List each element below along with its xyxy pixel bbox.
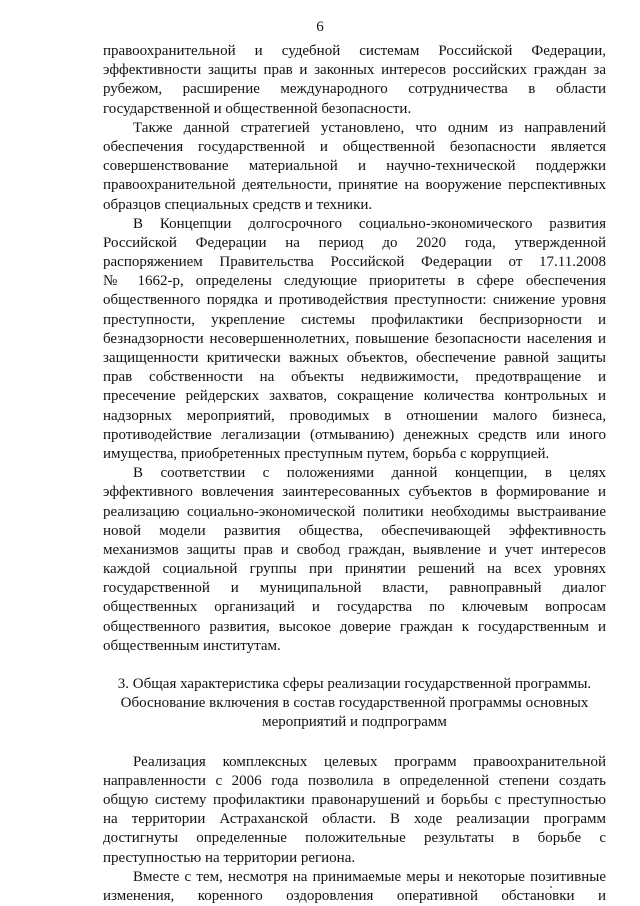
text-line: рубежом, расширение международного сотрудничества в области bbox=[103, 81, 606, 98]
text-line: В соответствии с положениями данной концепции, в целях bbox=[133, 465, 606, 482]
text-line: реализацию социально-экономической политики необходимы выстраивание bbox=[103, 503, 606, 520]
text-line: пресечение рейдерских захватов, сокращение количества контрольных и bbox=[103, 388, 606, 405]
text-line: эффективного вовлечения заинтересованных субъектов в формирование и bbox=[103, 484, 606, 501]
paragraphs-after-heading bbox=[103, 753, 606, 906]
text-line: государственной и муниципальной власти, равноправный диалог bbox=[103, 580, 606, 597]
text-line: преступности, укрепление системы профилактики беспризорности и bbox=[103, 311, 606, 328]
text-line: надзорных мероприятий, проводимых в отношении малого бизнеса, bbox=[103, 407, 606, 424]
paragraph bbox=[103, 215, 606, 464]
text-line: защищенности критически важных объектов, обеспечение равной защиты bbox=[103, 350, 606, 366]
text-line: правоохранительной деятельности, принятие на вооружение перспективных bbox=[103, 177, 606, 194]
paragraph bbox=[103, 119, 606, 215]
paragraphs-before-heading bbox=[103, 42, 606, 656]
text-line: общественного развития, высокое доверие граждан к государственным и bbox=[103, 618, 606, 635]
scan-speck bbox=[550, 886, 552, 888]
text-line: образцов специальных средств и техники. bbox=[103, 196, 373, 213]
text-line: на территории Астраханской области. В ходе реализации программ bbox=[103, 811, 606, 828]
text-line: правоохранительной и судебной системам Российской Федерации, bbox=[103, 43, 606, 59]
text-line: направленности с 2006 года позволила в определенной степени создать bbox=[103, 772, 606, 789]
paragraph bbox=[103, 868, 606, 906]
document-body bbox=[103, 42, 606, 906]
text-line: совершенствование материальной и научно-технической поддержки bbox=[103, 158, 606, 175]
text-line: новой модели развития общества, обеспечивающей эффективность bbox=[103, 522, 606, 539]
heading-line: мероприятий и подпрограмм bbox=[262, 714, 447, 731]
text-line: Также данной стратегией установлено, что одним из направлений bbox=[133, 119, 606, 136]
paragraph bbox=[103, 42, 606, 119]
text-line: прав собственности на объекты недвижимости, предотвращение и bbox=[103, 369, 606, 386]
text-line: общую систему профилактики правонарушений и борьбы с преступностью bbox=[103, 791, 606, 808]
text-line: противодействие легализации (отмыванию) денежных средств или иного bbox=[103, 426, 606, 443]
text-line: изменения, коренного оздоровления оперативной обстановки и bbox=[103, 887, 606, 904]
text-line: эффективности защиты прав и законных интересов российских граждан за bbox=[103, 62, 606, 79]
text-line: государственной и общественной безопасности. bbox=[103, 100, 412, 117]
section-heading bbox=[103, 675, 606, 733]
text-line: Реализация комплексных целевых программ правоохранительной bbox=[133, 753, 606, 770]
text-line: В Концепции долгосрочного социально-экономического развития bbox=[133, 215, 606, 232]
paragraph bbox=[103, 464, 606, 656]
text-line: Российской Федерации на период до 2020 года, утвержденной bbox=[103, 234, 606, 251]
text-line: каждой социальной группы при принятии решений на всех уровнях bbox=[103, 561, 606, 578]
text-line: общественного порядка и противодействия преступности: снижение уровня bbox=[103, 292, 606, 309]
heading-line: 3. Общая характеристика сферы реализации государственной программы. bbox=[117, 676, 592, 692]
text-line: безнадзорности несовершеннолетних, повышение безопасности населения и bbox=[103, 330, 606, 347]
text-line: общественных организаций и государства по ключевым вопросам bbox=[103, 599, 606, 616]
text-line: обеспечения государственной и общественной безопасности является bbox=[103, 138, 606, 155]
text-line: достигнуты определенные положительные результаты в борьбе с bbox=[103, 830, 606, 847]
text-line: распоряжением Правительства Российской Федерации от 17.11.2008 bbox=[103, 254, 606, 271]
text-line: общественным институтам. bbox=[103, 637, 281, 654]
text-line: № 1662-р, определены следующие приоритеты в сфере обеспечения bbox=[103, 273, 606, 290]
text-line: преступностью на территории региона. bbox=[103, 849, 356, 866]
text-line: Вместе с тем, несмотря на принимаемые меры и некоторые позитивные bbox=[133, 868, 606, 885]
page-number: 6 bbox=[316, 19, 324, 35]
text-line: механизмов защиты прав и свобод граждан, выявление и учет интересов bbox=[103, 541, 606, 558]
text-line: имущества, приобретенных преступным путем, борьба с коррупцией. bbox=[103, 445, 550, 462]
heading-line: Обоснование включения в состав государственной программы основных bbox=[120, 695, 589, 712]
paragraph bbox=[103, 753, 606, 868]
